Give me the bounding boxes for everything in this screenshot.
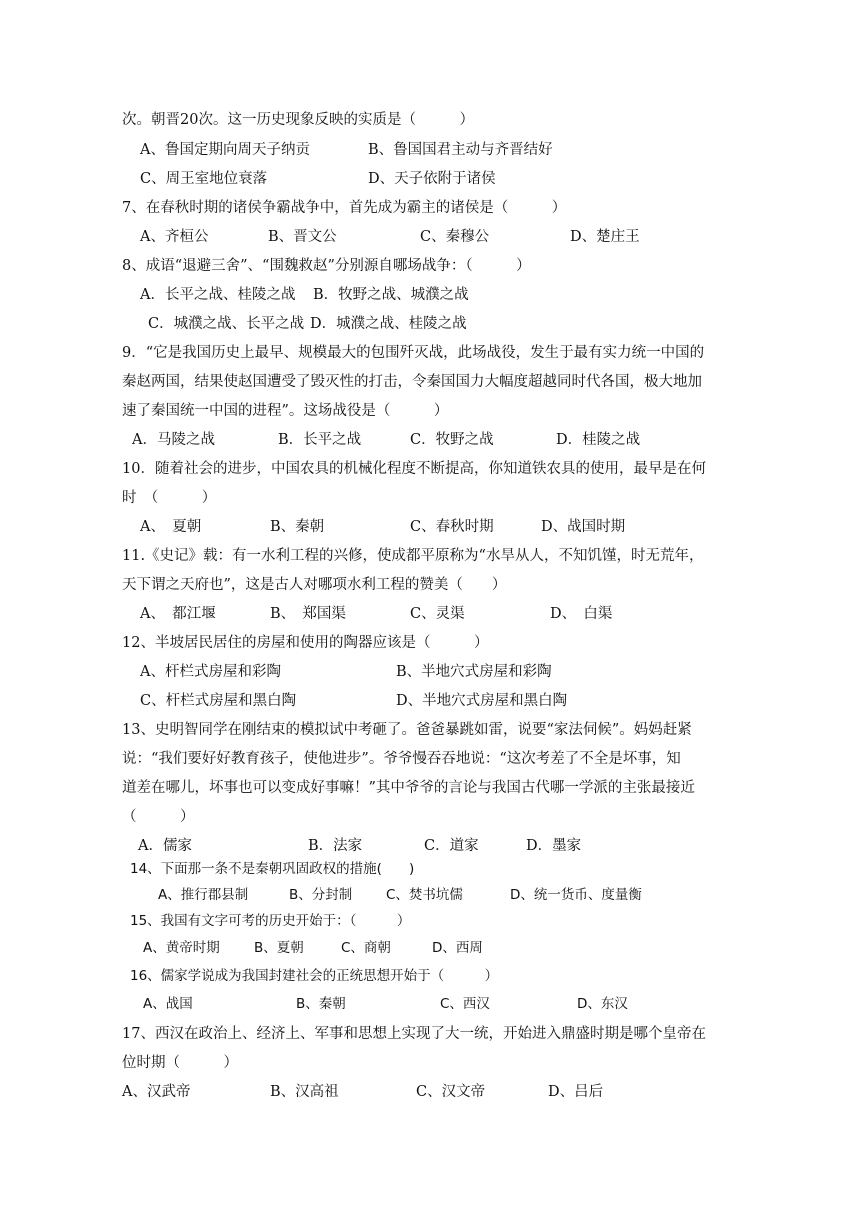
option-d: D、楚庄王 (570, 229, 640, 245)
option-a: A．马陵之战 (132, 432, 215, 448)
question-10-stem-line-2: 时 （ ） (122, 490, 217, 506)
question-16-stem: 16、儒家学说成为我国封建社会的正统思想开始于（ ） (130, 968, 499, 984)
option-c: C、春秋时期 (410, 519, 494, 535)
option-c: C．城濮之战、长平之战 (148, 316, 305, 332)
option-b: B、分封制 (289, 887, 353, 903)
option-c: C．牧野之战 (410, 432, 494, 448)
option-c: C、杆栏式房屋和黑白陶 (140, 693, 297, 709)
option-a: A．长平之战、桂陵之战 (140, 287, 296, 303)
option-c: C、灵渠 (410, 606, 465, 622)
question-9-stem: 9．“它是我国历史上最早、规模最大的包围歼灭战，此场战役，发生于最有实力统一中国的 (122, 345, 705, 361)
option-b: B、半地穴式房屋和彩陶 (396, 664, 552, 680)
option-a: A．儒家 (138, 838, 192, 854)
option-c: C、焚书坑儒 (386, 887, 463, 903)
option-d: D、东汉 (577, 996, 628, 1012)
question-9-stem-line-3: 速了秦国统一中国的进程”。这场战役是（ ） (122, 403, 449, 419)
option-d: D、西周 (432, 940, 483, 956)
option-b: B、 郑国渠 (270, 606, 346, 622)
question-13-stem: 13、史明智同学在刚结束的模拟试中考砸了。爸爸暴跳如雷，说要“家法伺候”。妈妈赶紧 (122, 722, 692, 738)
option-d: D、半地穴式房屋和黑白陶 (396, 693, 568, 709)
option-b: B、秦朝 (296, 996, 346, 1012)
option-c: C、汉文帝 (416, 1084, 486, 1100)
option-b: B、汉高祖 (270, 1084, 339, 1100)
option-c: C、西汉 (440, 996, 490, 1012)
option-d: D、吕后 (548, 1084, 604, 1100)
option-a: A、 夏朝 (140, 519, 202, 535)
option-d: D、 白渠 (550, 606, 613, 622)
option-d: D．桂陵之战 (556, 432, 641, 448)
option-b: B．牧野之战、城濮之战 (313, 287, 469, 303)
option-a: A、黄帝时期 (143, 940, 220, 956)
option-c: C．道家 (424, 838, 479, 854)
question-9-stem-line-2: 秦赵两国，结果使赵国遭受了毁灭性的打击，令秦国国力大幅度超越同时代各国，极大地加 (122, 374, 702, 390)
option-b: B、鲁国国君主动与齐晋结好 (368, 142, 553, 158)
question-15-stem: 15、我国有文字可考的历史开始于：（ ） (130, 913, 411, 929)
option-a: A、齐桓公 (140, 229, 209, 245)
question-17-stem: 17、西汉在政治上、经济上、军事和思想上实现了大一统，开始进入鼎盛时期是哪个皇帝在 (122, 1026, 706, 1042)
option-c: C、周王室地位衰落 (140, 171, 268, 187)
question-13-stem-line-3: 道差在哪儿，坏事也可以变成好事嘛！”其中爷爷的言论与我国古代哪一学派的主张最接近 (122, 780, 695, 796)
option-d: D、统一货币、度量衡 (510, 887, 642, 903)
option-a: A、 都江堰 (140, 606, 216, 622)
option-d: D．墨家 (526, 838, 582, 854)
option-a: A、战国 (143, 996, 193, 1012)
option-b: B、夏朝 (254, 940, 304, 956)
question-14-stem: 14、下面那一条不是秦朝巩固政权的措施( ) (130, 861, 415, 877)
option-d: D．城濮之战、桂陵之战 (310, 316, 467, 332)
option-a: A、杆栏式房屋和彩陶 (140, 664, 281, 680)
option-b: B．法家 (308, 838, 363, 854)
question-7-stem: 7、在春秋时期的诸侯争霸战争中，首先成为霸主的诸侯是（ ） (122, 200, 567, 216)
option-a: A、鲁国定期向周天子纳贡 (140, 142, 310, 158)
option-c: C、秦穆公 (420, 229, 490, 245)
question-13-stem-line-2: 说：“我们要好好教育孩子，使他进步”。爷爷慢吞吞地说：“这次考差了不全是坏事，知 (122, 751, 681, 767)
question-8-stem: 8、成语“退避三舍”、“围魏救赵”分别源自哪场战争：（ ） (122, 258, 531, 274)
question-13-stem-line-4: （ ） (122, 809, 195, 825)
question-11-stem-line-2: 天下谓之天府也”，这是古人对哪项水利工程的赞美（ ） (122, 577, 507, 593)
question-17-stem-line-2: 位时期（ ） (122, 1055, 238, 1071)
option-c: C、商朝 (341, 940, 391, 956)
option-a: A、汉武帝 (122, 1084, 191, 1100)
question-6-stem: 次。朝晋20次。这一历史现象反映的实质是（ ） (122, 112, 474, 128)
option-a: A、推行郡县制 (158, 887, 249, 903)
question-11-stem: 11.《史记》载：有一水利工程的兴修，使成都平原称为“水旱从人，不知饥馑，时无荒年， (122, 548, 704, 564)
option-b: B、秦朝 (270, 519, 325, 535)
option-b: B．长平之战 (278, 432, 362, 448)
option-d: D、天子依附于诸侯 (368, 171, 496, 187)
question-12-stem: 12、半坡居民居住的房屋和使用的陶器应该是（ ） (122, 635, 489, 651)
option-d: D、战国时期 (541, 519, 626, 535)
question-10-stem: 10．随着社会的进步，中国农具的机械化程度不断提高，你知道铁农具的使用，最早是在何 (122, 461, 706, 477)
option-b: B、晋文公 (268, 229, 337, 245)
